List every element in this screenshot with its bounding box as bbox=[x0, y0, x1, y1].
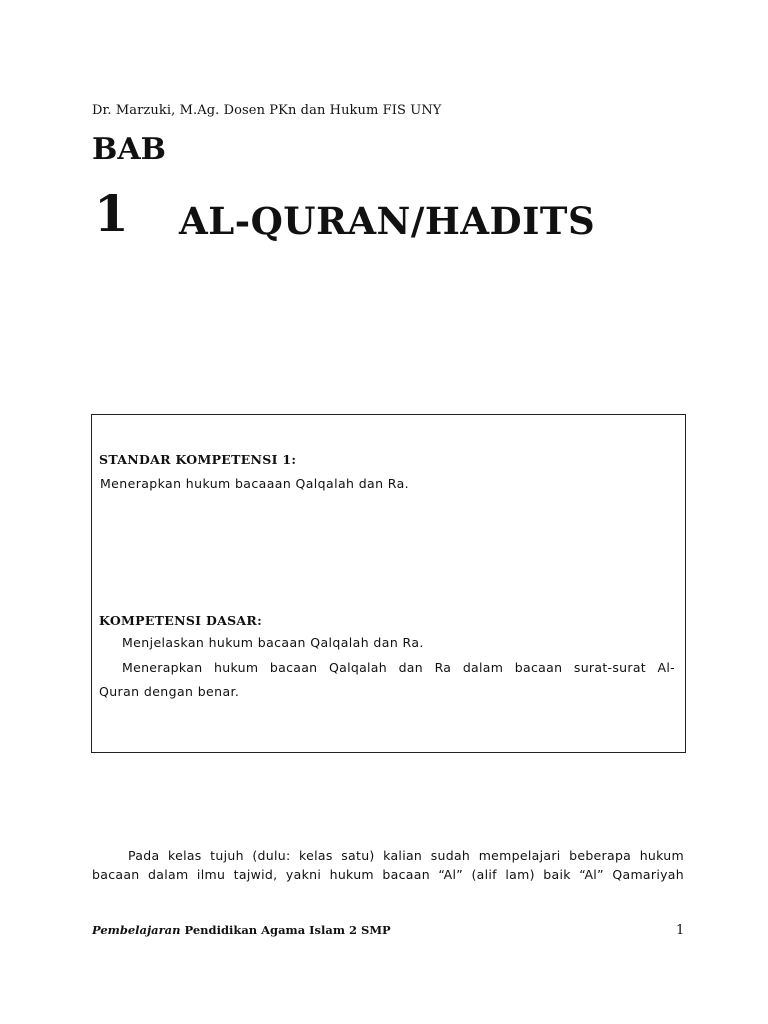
basic-competency-item-1: Menjelaskan hukum bacaan Qalqalah dan Ra. bbox=[122, 635, 424, 650]
chapter-title: AL-QURAN/HADITS bbox=[179, 199, 596, 243]
footer-title bbox=[92, 923, 391, 937]
bab-label: BAB bbox=[92, 132, 166, 167]
basic-competency-heading: KOMPETENSI DASAR: bbox=[99, 613, 263, 628]
basic-competency-item-2: Menerapkan hukum bacaan Qalqalah dan Ra dalam bacaan surat-surat Al- bbox=[122, 660, 675, 675]
basic-competency-item-2-continuation: Quran dengan benar. bbox=[99, 684, 240, 699]
page-number: 1 bbox=[676, 923, 685, 938]
footer-title-part: Pendidikan Agama Islam 2 SMP bbox=[184, 923, 391, 937]
paragraph-line-2: bacaan dalam ilmu tajwid, yakni hukum bacaan “Al” (alif lam) baik “Al” Qamariyah bbox=[92, 867, 684, 882]
paragraph-line-1: Pada kelas tujuh (dulu: kelas satu) kalian sudah mempelajari beberapa hukum bbox=[128, 848, 684, 863]
standard-competency-heading: STANDAR KOMPETENSI 1: bbox=[99, 452, 297, 467]
author-line: Dr. Marzuki, M.Ag. Dosen PKn dan Hukum FIS UNY bbox=[92, 103, 442, 118]
standard-competency-text: Menerapkan hukum bacaaan Qalqalah dan Ra. bbox=[100, 476, 410, 491]
body-paragraph bbox=[92, 846, 684, 884]
competency-box bbox=[91, 414, 686, 753]
chapter-number: 1 bbox=[94, 184, 129, 243]
footer-italic-part: Pembelajaran bbox=[92, 923, 181, 937]
